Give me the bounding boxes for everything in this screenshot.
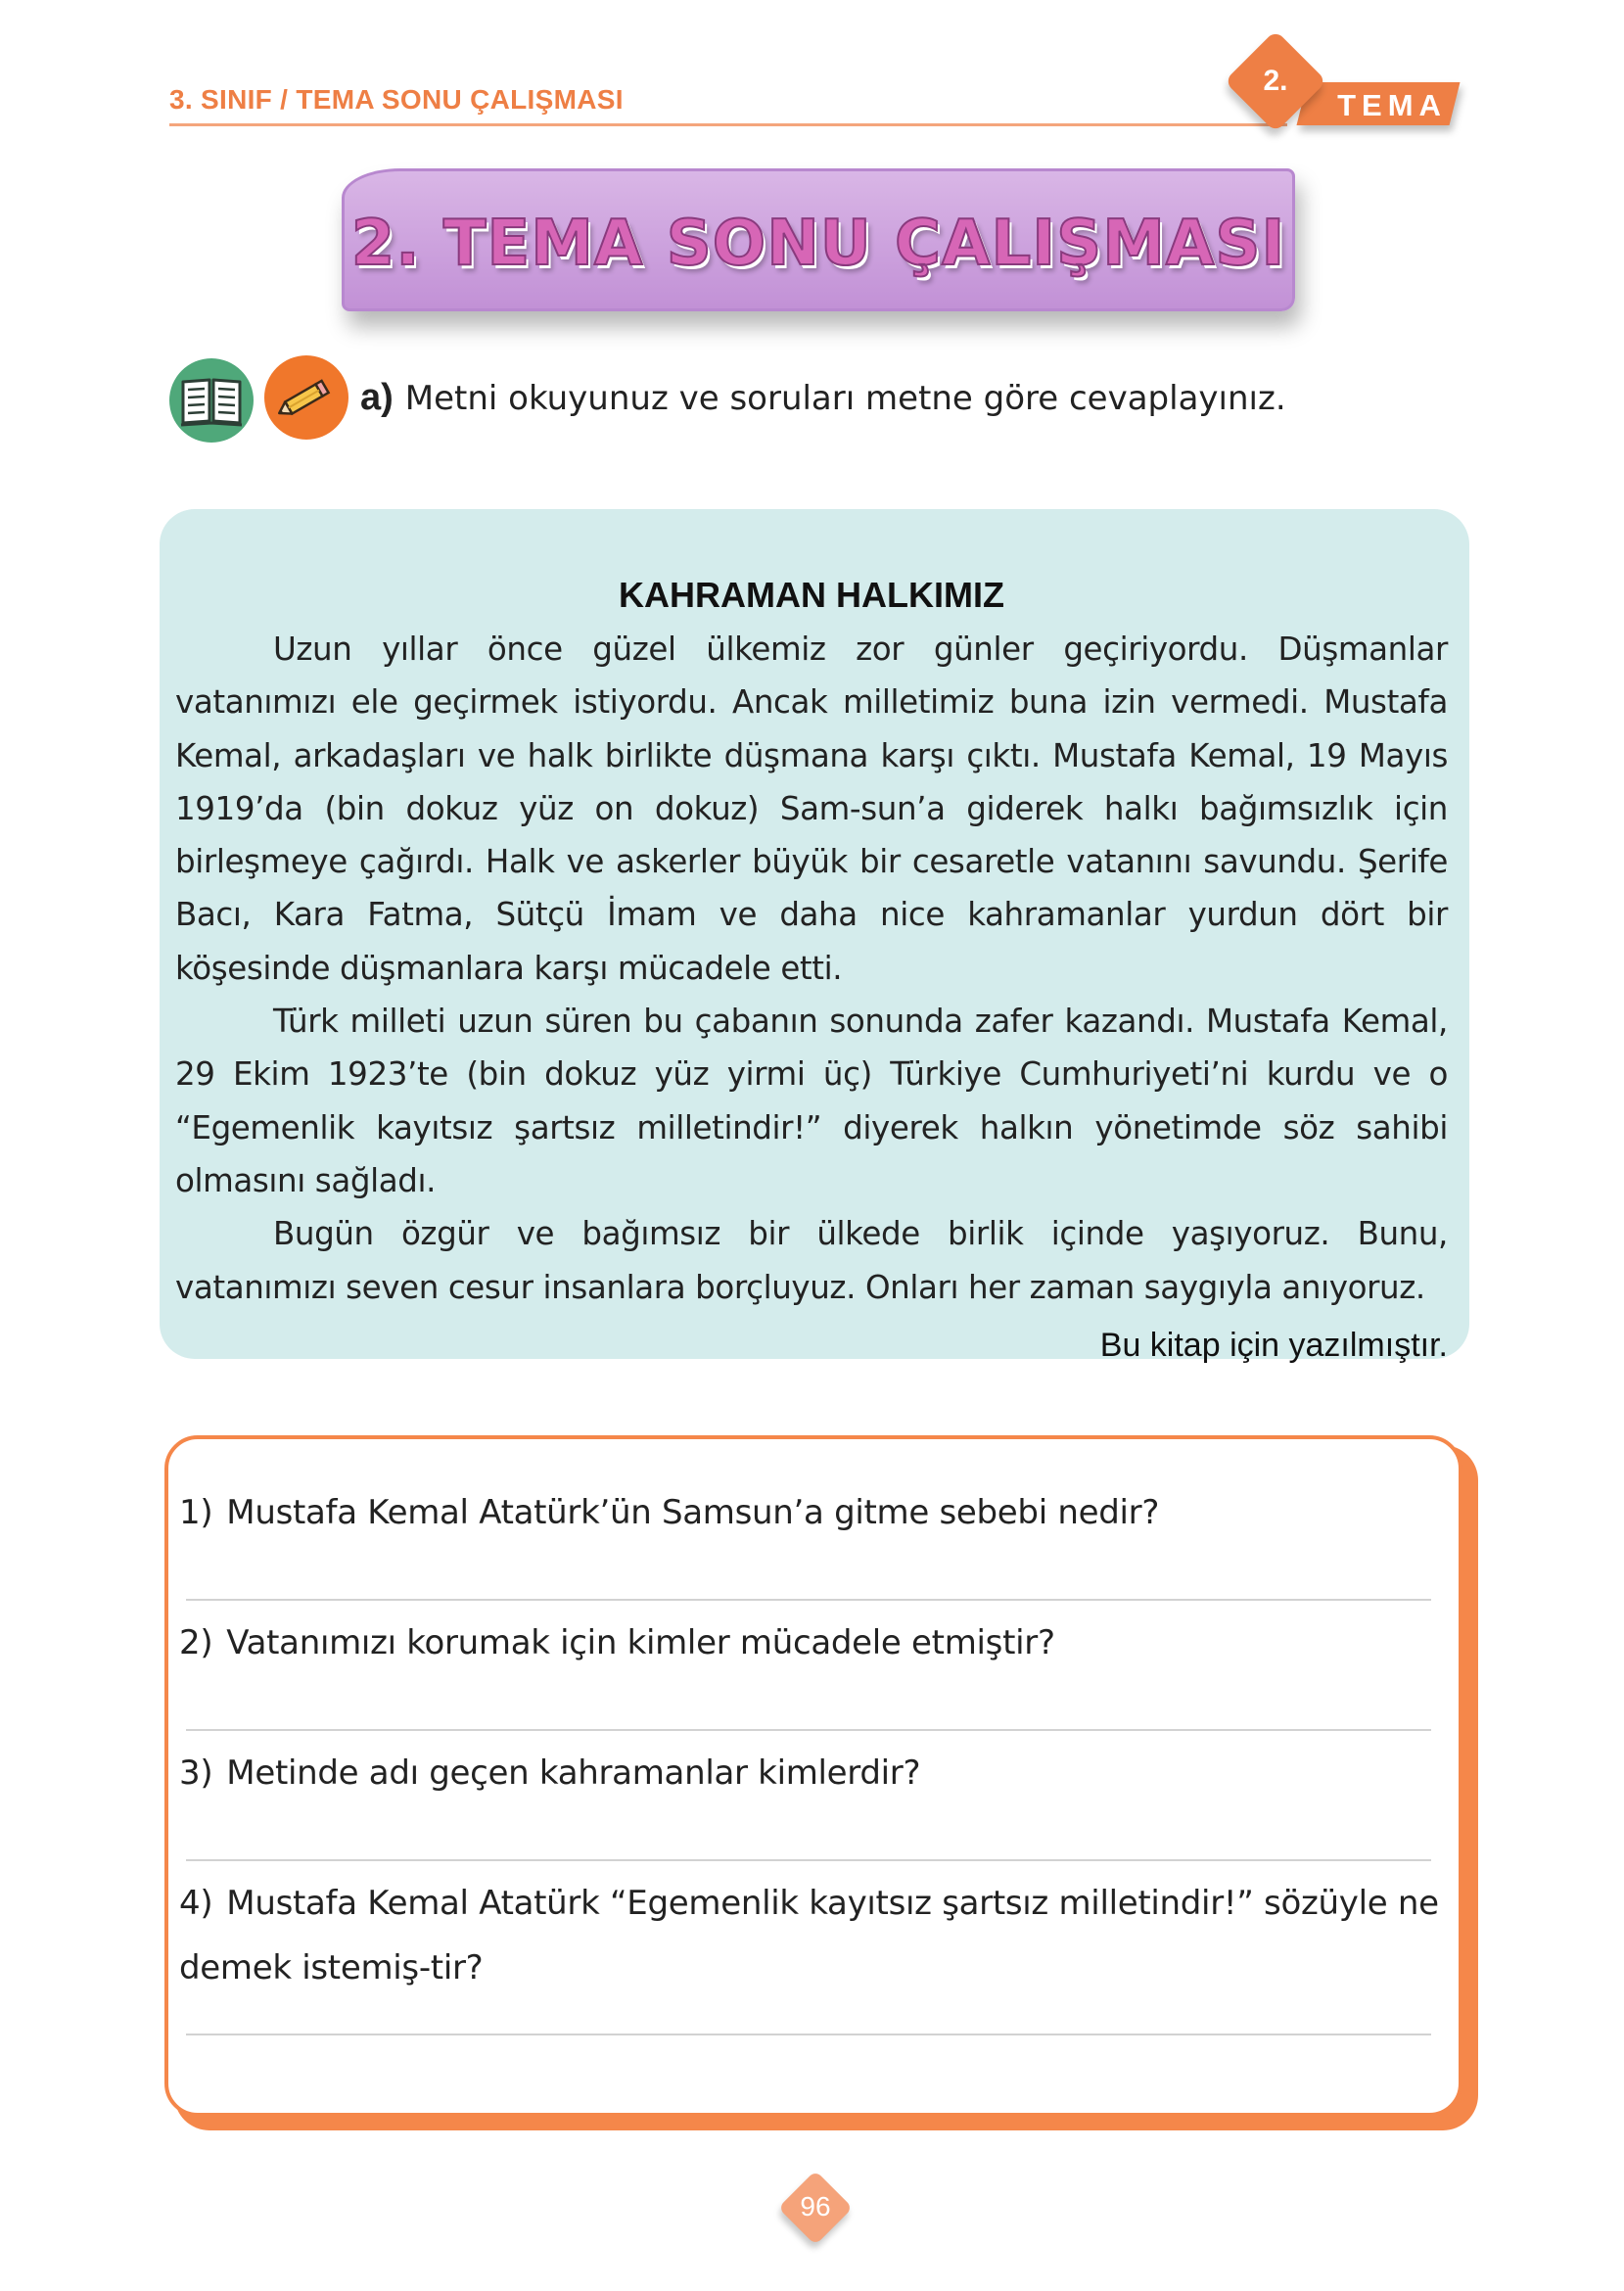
reading-passage [160,509,1469,1364]
question-1 [179,1480,1452,1545]
header-title: 3. SINIF / TEMA SONU ÇALIŞMASI [169,84,624,115]
open-book-icon [169,358,254,443]
page-number: 96 [800,2191,831,2221]
pencil-icon [264,355,348,440]
question-number: 1) [179,1493,213,1532]
instruction-text: Metni okuyunuz ve soruları metne göre cevaplayınız. [404,379,1286,418]
question-number: 4) [179,1884,213,1923]
question-text: Vatanımızı korumak için kimler mücadele etmiştir? [226,1623,1055,1662]
question-number: 2) [179,1623,213,1662]
question-3 [179,1741,1452,1805]
question-text: Mustafa Kemal Atatürk “Egemenlik kayıtsız şartsız milletindir!” sözüyle ne demek istemiş-tir? [179,1884,1439,1987]
passage-paragraph-2: Türk milleti uzun süren bu çabanın sonunda zafer kazandı. Mustafa Kemal, 29 Ekim 1923’te (bin dokuz yüz yirmi üç) Türkiye Cumhuriyeti’ni kurdu ve o “Egemenlik kayıtsız şartsız milletindir!” diyerek halkın yönetimde söz sahibi olmasını sağladı. [175,1003,1448,1199]
question-text: Mustafa Kemal Atatürk’ün Samsun’a gitme sebebi nedir? [226,1493,1160,1532]
question-text: Metinde adı geçen kahramanlar kimlerdir? [226,1753,921,1793]
answer-line-1[interactable] [186,1599,1431,1601]
instruction-letter: a) [360,377,394,418]
question-2 [179,1611,1452,1675]
question-4 [179,1871,1452,2000]
question-number: 3) [179,1753,213,1793]
instruction [360,377,1286,419]
passage-paragraph-3: Bugün özgür ve bağımsız bir ülkede birlik içinde yaşıyoruz. Bunu, vatanımızı seven cesur insanlara borçluyuz. Onları her zaman saygıyla anıyoruz. [175,1215,1448,1306]
header-divider [169,123,1287,126]
passage-source: Bu kitap için yazılmıştır. [1099,1326,1448,1364]
theme-number: 2. [1263,65,1288,97]
answer-line-3[interactable] [186,1859,1431,1861]
passage-title: KAHRAMAN HALKIMIZ [619,575,1004,615]
page-title: 2. TEMA SONU ÇALIŞMASI [350,208,1286,280]
theme-tag-label: TEMA [1337,88,1447,122]
answer-line-4[interactable] [186,2034,1431,2035]
passage-paragraph-1: Uzun yıllar önce güzel ülkemiz zor günler geçiriyordu. Düşmanlar vatanımızı ele geçirmek istiyordu. Ancak milletimiz buna izin vermedi. Mustafa Kemal, arkadaşları ve halk birlikte düşmana karşı çıktı. Mustafa Kemal, 19 Mayıs 1919’da (bin dokuz yüz on dokuz) Sam-sun’a giderek halkı bağımsızlık için birleşmeye çağırdı. Halk ve askerler büyük bir cesaretle vatanını savundu. Şerife Bacı, Kara Fatma, Sütçü İmam ve daha nice kahramanlar yurdun dört bir köşesinde düşmanlara karşı mücadele etti. [175,631,1448,987]
answer-line-2[interactable] [186,1729,1431,1731]
